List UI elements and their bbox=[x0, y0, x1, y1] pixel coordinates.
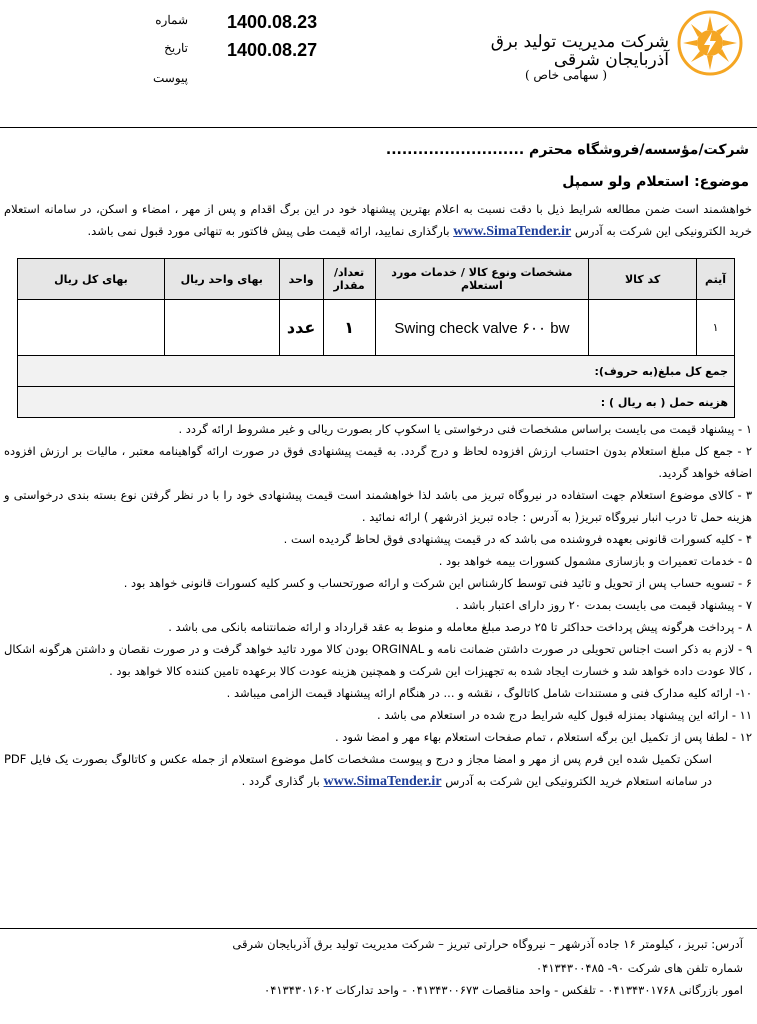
term-item: ۱۰- ارائه کلیه مدارک فنی و مستندات شامل کاتالوگ ، نقشه و ... در هنگام ارائه پیشنهاد قیمت الزامی میباشد . bbox=[226, 686, 752, 700]
cell-unit-price[interactable] bbox=[164, 300, 279, 356]
simatender-link[interactable]: www.SimaTender.ir bbox=[453, 224, 572, 239]
attachment-label: پیوست bbox=[153, 71, 188, 85]
cell-qty: ۱ bbox=[323, 300, 375, 356]
header-code: کد کالا bbox=[589, 259, 697, 300]
number-value: 1400.08.23 bbox=[227, 12, 318, 32]
term-item: ۷ - پیشنهاد قیمت می بایست بمدت ۲۰ روز دارای اعتبار باشد . bbox=[455, 598, 752, 612]
table-row bbox=[18, 300, 735, 356]
terms-list bbox=[4, 418, 752, 793]
letterhead bbox=[0, 0, 757, 128]
cell-unit: عدد bbox=[279, 300, 323, 356]
term-item: ۸ - پرداخت هرگونه پیش پرداخت حداکثر تا ۲۵ درصد مبلغ معامله و منوط به عقد قرارداد و ارائه ضمانتنامه بانکی می باشد . bbox=[168, 620, 752, 634]
date-label: تاریخ bbox=[164, 41, 188, 55]
header-item: آیتم bbox=[697, 259, 735, 300]
footer-phones: شماره تلفن های شرکت ۹۰- ۰۴۱۳۴۳۰۰۴۸۵ bbox=[535, 961, 743, 975]
intro-paragraph bbox=[4, 198, 752, 243]
footer-departments: امور بازرگانی ۰۴۱۳۴۳۰۱۷۶۸ - تلفکس - واحد مناقصات ۰۴۱۳۴۳۰۰۶۷۳ - واحد تدارکات ۰۴۱۳۴۳۰۱۶۰۲ bbox=[264, 983, 743, 997]
shipping-label[interactable]: هزینه حمل ( به ریال ) : bbox=[18, 387, 735, 418]
final-note bbox=[4, 748, 752, 793]
cell-total-price[interactable] bbox=[18, 300, 165, 356]
term-item: ۹ - لازم به ذکر است اجناس تحویلی در صورت داشتن ضمانت نامه و ORGINAL بودن کالا مورد تائید خواهد گرفت و در صورت نقصان و داشتن هرگونه اشکال ، کالا عودت داده خواهد شد و خسارت ایجاد شده به تجهیزات این شرکت و همچنین هزینه عودت کالا برعهده تامین کننده کالا خواهد بود . bbox=[4, 642, 752, 678]
number-label: شماره bbox=[155, 13, 188, 27]
term-item: ۱۲ - لطفا پس از تکمیل این برگه استعلام ، تمام صفحات استعلام بهاء مهر و امضا شود . bbox=[334, 730, 752, 744]
header-unit-price: بهای واحد ریال bbox=[164, 259, 279, 300]
term-item: ۱۱ - ارائه این پیشنهاد بمنزله قبول کلیه شرایط درج شده در استعلام می باشد . bbox=[376, 708, 752, 722]
term-item: ۶ - تسویه حساب پس از تحویل و تائید فنی توسط کارشناس این شرکت و ارائه صورتحساب و کسر کلیه کسورات قانونی خواهد بود . bbox=[123, 576, 752, 590]
cell-spec: Swing check valve ۶۰۰ bw bbox=[375, 300, 589, 356]
term-item: ۵ - خدمات تعمیرات و بازسازی مشمول کسورات بیمه خواهد بود . bbox=[438, 554, 752, 568]
header-unit: واحد bbox=[279, 259, 323, 300]
cell-code[interactable] bbox=[589, 300, 697, 356]
header-qty: تعداد/ مقدار bbox=[323, 259, 375, 300]
term-item: ۴ - کلیه کسورات قانونی بعهده فروشنده می باشد که در قیمت پیشنهادی فوق لحاظ گردیده است . bbox=[283, 532, 752, 546]
inquiry-table bbox=[17, 258, 735, 418]
term-item: ۲ - جمع کل مبلغ استعلام بدون احتساب ارزش افزوده لحاظ و درج گردد. به قیمت پیشنهادی فوق در صورت ارائه گواهینامه معتبر ، مالیات بر ارزش افزوده اضافه خواهد گردید. bbox=[4, 444, 752, 480]
subject: موضوع: استعلام ولو سمپل bbox=[562, 174, 749, 190]
final-note-text-after: بار گذاری گردد . bbox=[241, 774, 320, 788]
term-item: ۱ - پیشنهاد قیمت می بایست براساس مشخصات فنی درخواستی یا اسکوپ کار بصورت ریالی و غیر مشروط ارائه گردد . bbox=[178, 422, 752, 436]
company-type: ( سهامی خاص ) bbox=[524, 68, 607, 82]
total-words-label[interactable]: جمع کل مبلغ(به حروف): bbox=[18, 356, 735, 387]
shipping-row bbox=[18, 387, 735, 418]
simatender-link-footer[interactable]: www.SimaTender.ir bbox=[323, 774, 442, 789]
page-footer bbox=[0, 928, 757, 1024]
cell-item: ۱ bbox=[697, 300, 735, 356]
table-header-row bbox=[18, 259, 735, 300]
final-note-text: اسکن تکمیل شده این فرم پس از مهر و امضا مجاز و درج و پیوست مشخصات کامل موضوع استعلام از جمله عکس و کاتالوگ بصورت یک فایل PDF در سامانه استعلام خرید الکترونیکی این شرکت به آدرس bbox=[4, 752, 712, 788]
company-name-line1: شرکت مدیریت تولید برق bbox=[490, 32, 669, 52]
intro-text: خواهشمند است ضمن مطالعه شرایط ذیل با دقت نسبت به اعلام بهترین پیشنهاد خود در این برگ اقدام و پس از مهر ، امضاء و اسکن، در سامانه استعلام خرید الکترونیکی این شرکت به آدرس bbox=[4, 202, 752, 238]
header-spec: مشخصات ونوع کالا / خدمات مورد استعلام bbox=[375, 259, 589, 300]
company-logo-icon bbox=[677, 10, 743, 76]
intro-text-after: بارگذاری نمایید، ارائه قیمت طی پیش فاکتور به تنهائی مورد قبول نمی باشد. bbox=[87, 224, 450, 238]
total-words-row bbox=[18, 356, 735, 387]
company-name-line2: آذربایجان شرقی bbox=[553, 50, 669, 70]
addressee: شرکت/مؤسسه/فروشگاه محترم .......................... bbox=[385, 142, 749, 158]
header-total-price: بهای کل ریال bbox=[18, 259, 165, 300]
term-item: ۳ - کالای موضوع استعلام جهت استفاده در نیروگاه تبریز می باشد لذا خواهشمند است قیمت پیشنهادی خود را با در نظر گرفتن نوع بسته بندی درخواستی و هزینه حمل تا درب انبار نیروگاه تبریز( به آدرس : جاده تبریز اذرشهر ) ارائه نمائید . bbox=[4, 488, 752, 524]
footer-address: آدرس: تبریز ، کیلومتر ۱۶ جاده آذرشهر – نیروگاه حرارتی تبریز – شرکت مدیریت تولید برق آذربایجان شرقی bbox=[232, 937, 743, 951]
date-value: 1400.08.27 bbox=[227, 40, 318, 60]
